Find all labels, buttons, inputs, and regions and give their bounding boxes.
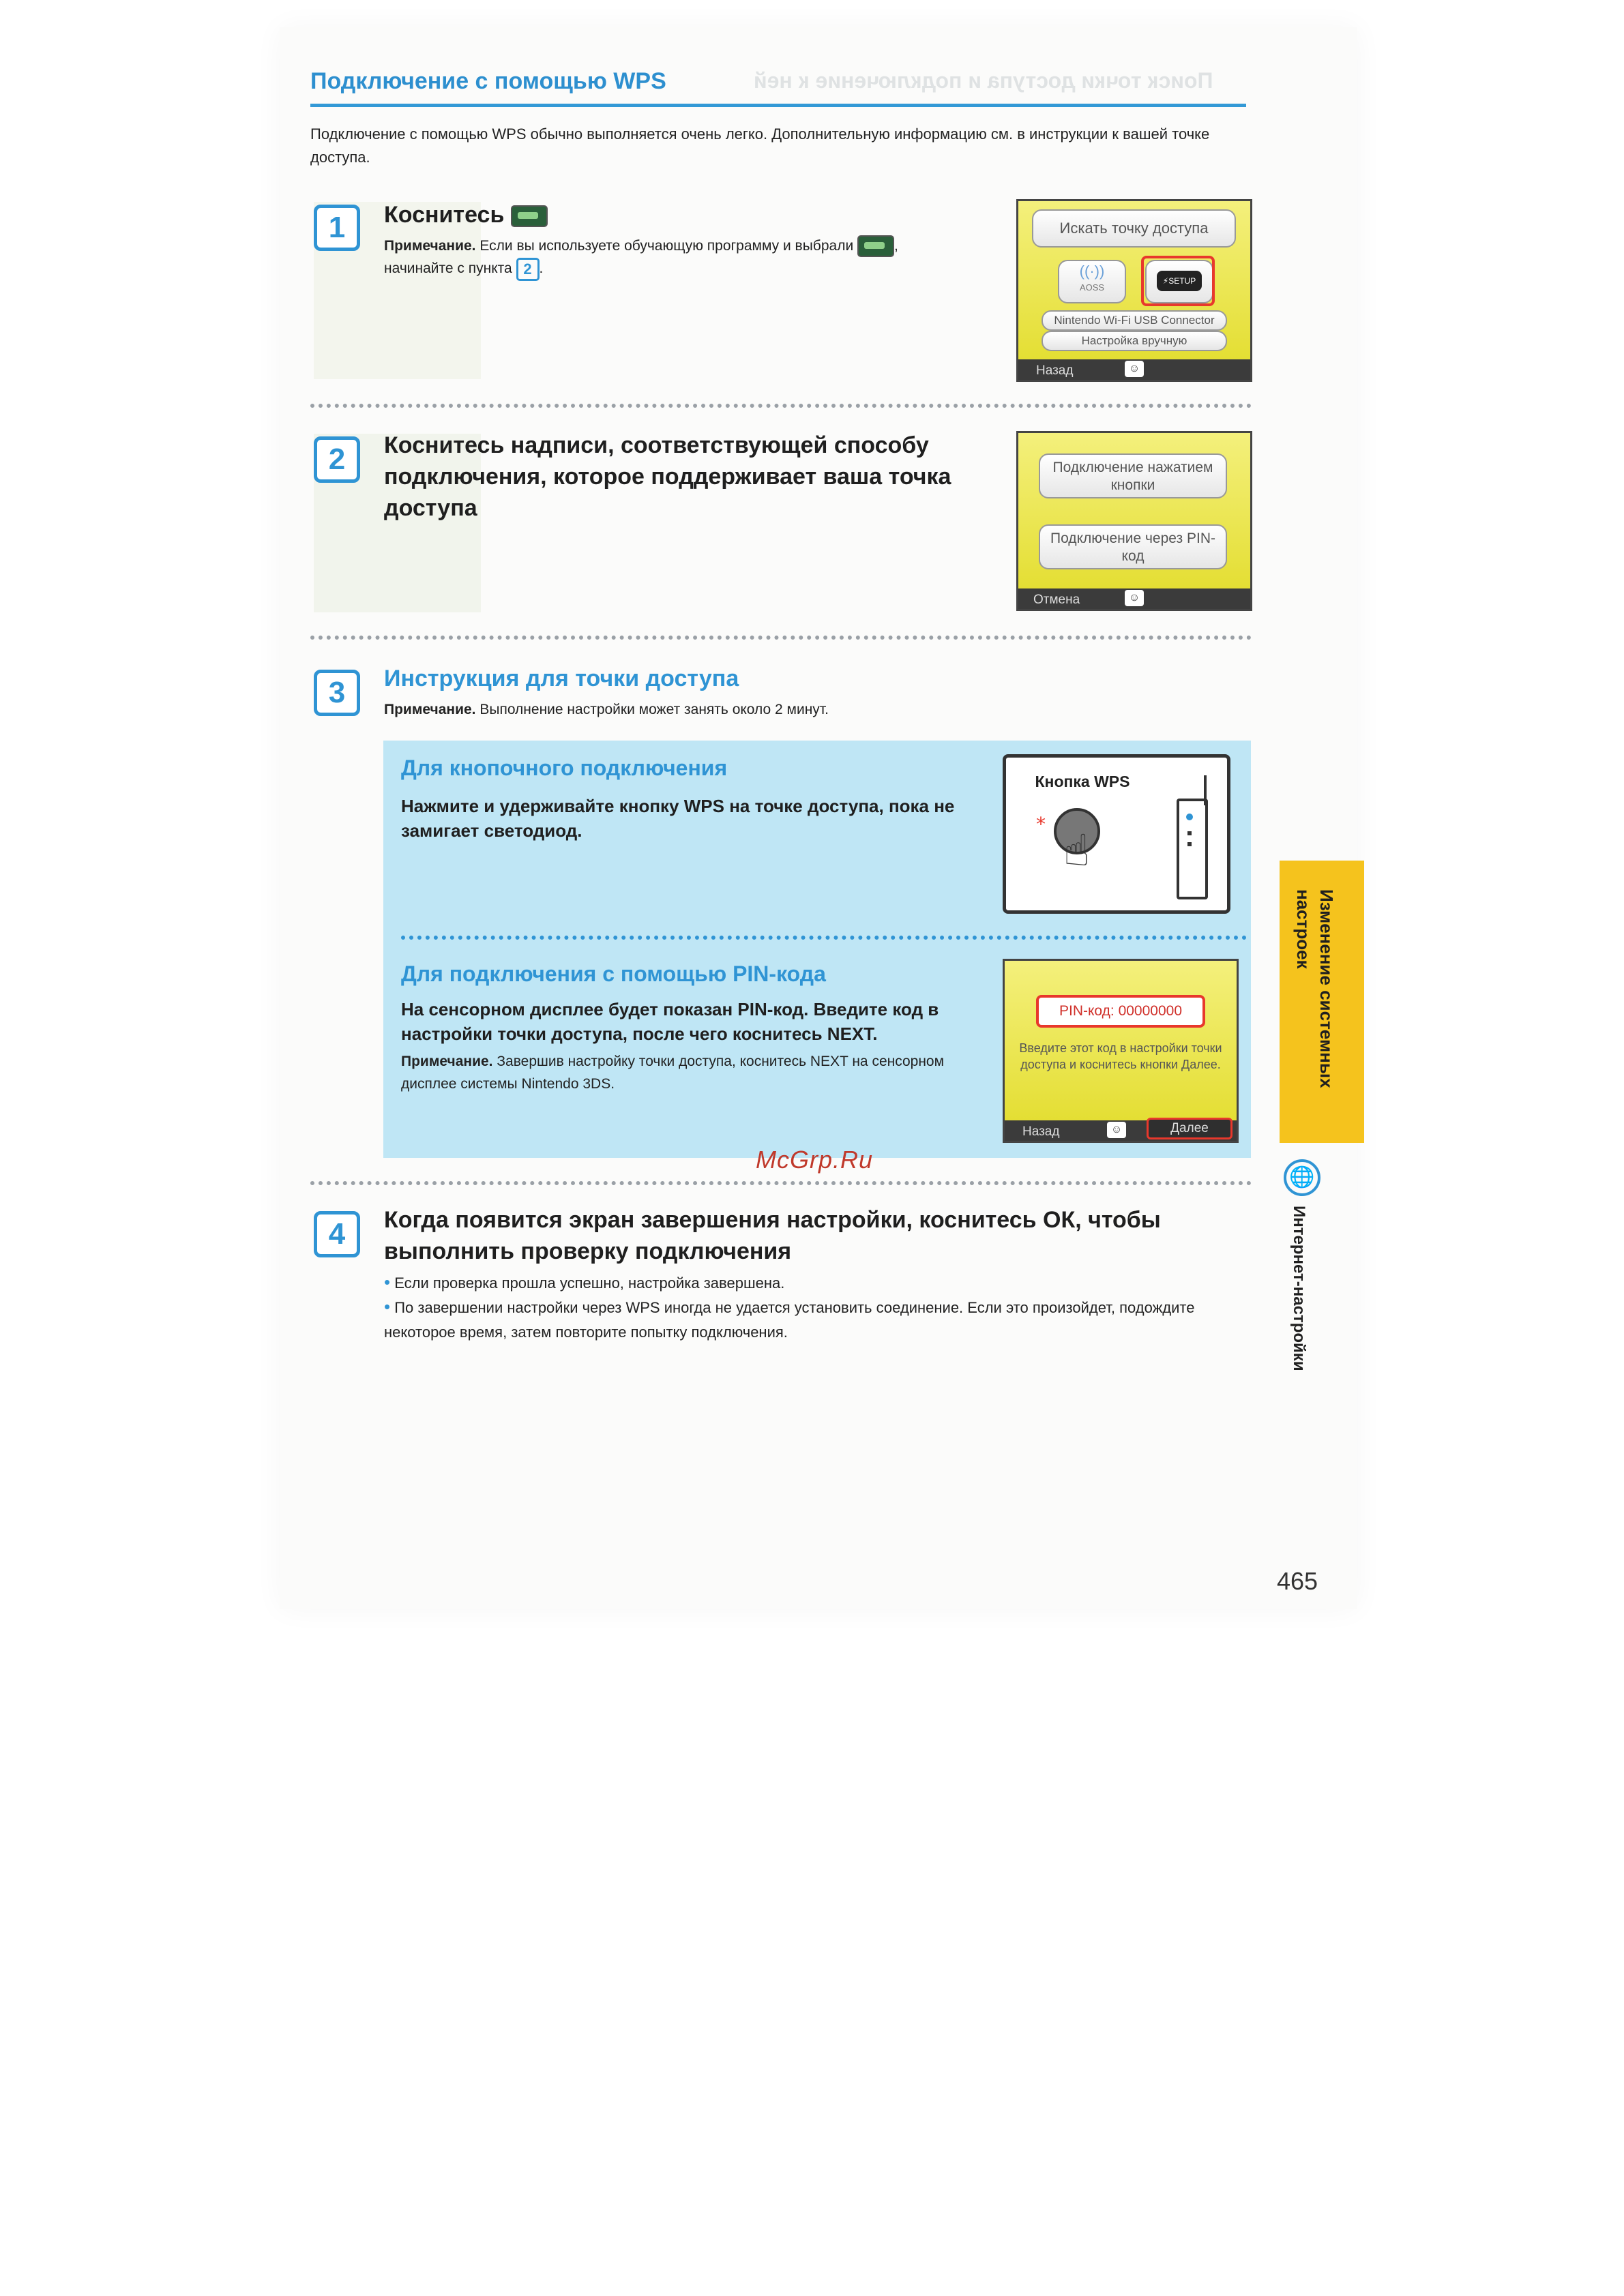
- pin-method-note-text: Завершив настройку точки доступа, коснитесь NEXT на сенсорном дисплее системы Nintendo 3DS.: [401, 1054, 945, 1092]
- help-face-icon[interactable]: ☺: [1125, 590, 1144, 606]
- push-method-title: Для кнопочного подключения: [401, 756, 728, 780]
- bottom-bar: [1005, 1120, 1237, 1141]
- wps-setup-label: SETUP: [1168, 276, 1196, 286]
- step-1-note: Примечание. Если вы используете обучающую программу и выбрали , начинайте с пункта 2 .: [384, 235, 998, 281]
- help-face-icon[interactable]: ☺: [1107, 1122, 1126, 1138]
- step-3-number: 3: [314, 670, 360, 716]
- subsection-label: Интернет-настройки: [1290, 1206, 1308, 1371]
- step-1-number: 1: [314, 205, 360, 251]
- dotted-divider: [310, 404, 1252, 408]
- step-3-note-label: Примечание.: [384, 702, 476, 717]
- dotted-divider: [310, 636, 1252, 640]
- step-4-bullet-text: По завершении настройки через WPS иногда не удается установить соединение. Если это произойдет, подождите некоторое время, затем повторите попытку подключения.: [384, 1299, 1195, 1341]
- help-face-icon[interactable]: ☺: [1125, 361, 1144, 377]
- next-button[interactable]: Далее: [1147, 1118, 1232, 1139]
- push-method-body: Нажмите и удерживайте кнопку WPS на точке доступа, пока не замигает светодиод.: [401, 796, 955, 841]
- bottom-bar: [1018, 359, 1250, 380]
- blink-mark-icon: ⁎: [1036, 807, 1046, 829]
- router-antenna-icon: [1204, 775, 1207, 805]
- ds-screen-pin-code: [1003, 959, 1239, 1143]
- ds-screen-setup-menu: [1016, 199, 1252, 382]
- chapter-tab[interactable]: [1280, 861, 1364, 1143]
- search-access-point-button[interactable]: Искать точку доступа: [1032, 209, 1236, 248]
- bullet-dot-icon: •: [384, 1272, 391, 1292]
- bleed-through-title: Поиск точки доступа и подключение к ней: [754, 68, 1213, 93]
- aoss-wave-icon: ((·)): [1079, 263, 1105, 280]
- dotted-divider: [401, 936, 1247, 940]
- step-4-bullet: [384, 1270, 1202, 1296]
- cancel-button[interactable]: Отмена: [1033, 593, 1080, 607]
- wps-button-illustration: [1003, 754, 1230, 914]
- page-number: 465: [1277, 1567, 1318, 1595]
- step-2-title: Коснитесь надписи, соответствующей способу подключения, которое поддерживает ваша точка доступа: [384, 432, 951, 521]
- ds-screen-connection-method: [1016, 431, 1252, 611]
- wps-button-label: Кнопка WPS: [1035, 773, 1130, 790]
- pin-method-note: [401, 1050, 994, 1095]
- step-1-title: [384, 199, 548, 230]
- back-button[interactable]: Назад: [1022, 1124, 1060, 1139]
- dotted-divider: [310, 1181, 1252, 1185]
- site-watermark: McGrp.Ru: [756, 1146, 874, 1174]
- network-settings-icon-small: [857, 235, 894, 257]
- section-divider: [310, 104, 1246, 107]
- router-port-icon: [1187, 831, 1192, 835]
- pressing-hand-icon: ☝: [1063, 826, 1090, 875]
- chapter-tab-label: Изменение системных настроек: [1293, 889, 1337, 1088]
- led-icon: [1186, 814, 1193, 820]
- router-port-icon: [1187, 842, 1192, 846]
- section-title: Подключение с помощью WPS: [310, 68, 666, 94]
- bullet-dot-icon: •: [384, 1296, 391, 1317]
- step-ref-2: 2: [516, 258, 540, 281]
- step-3-note: [384, 698, 829, 721]
- pin-connection-button[interactable]: Подключение через PIN-код: [1039, 524, 1227, 569]
- wps-setup-icon: ⚡SETUP: [1157, 271, 1202, 291]
- step-3-note-text: Выполнение настройки может занять около 2 минут.: [479, 702, 829, 717]
- step-4-bullet-text: Если проверка прошла успешно, настройка завершена.: [394, 1274, 785, 1292]
- aoss-button[interactable]: [1058, 260, 1126, 303]
- pin-method-note-label: Примечание.: [401, 1054, 493, 1069]
- pin-method-title: Для подключения с помощью PIN-кода: [401, 961, 826, 986]
- manual-setup-button[interactable]: Настройка вручную: [1042, 331, 1227, 351]
- aoss-label: AOSS: [1079, 282, 1105, 293]
- step-4-number: 4: [314, 1211, 360, 1257]
- highlight-frame: [1141, 256, 1215, 306]
- pin-code-display: PIN-код: 00000000: [1036, 995, 1205, 1028]
- router-icon: [1177, 799, 1208, 899]
- usb-connector-button[interactable]: Nintendo Wi-Fi USB Connector: [1042, 310, 1227, 331]
- step-1-title-text: Коснитесь: [384, 202, 505, 228]
- step-1-note-text2: начинайте с пункта: [384, 260, 512, 277]
- step-2-number: 2: [314, 436, 360, 483]
- back-button[interactable]: Назад: [1036, 363, 1074, 378]
- network-settings-icon: [511, 205, 548, 227]
- intro-text: Подключение с помощью WPS обычно выполняется очень легко. Дополнительную информацию см. в инструкции к вашей точке доступа.: [310, 125, 1210, 166]
- push-button-connection-button[interactable]: Подключение нажатием кнопки: [1039, 453, 1227, 498]
- step-3-title: Инструкция для точки доступа: [384, 666, 739, 691]
- bottom-bar: [1018, 588, 1250, 609]
- globe-icon: 🌐: [1284, 1159, 1320, 1196]
- step-1-note-text: Если вы используете обучающую программу и выбрали: [479, 238, 854, 254]
- step-4-bullet: [384, 1294, 1202, 1345]
- step-1-note-label: Примечание.: [384, 238, 476, 254]
- pin-method-body: На сенсорном дисплее будет показан PIN-код. Введите код в настройки точки доступа, после чего коснитесь NEXT.: [401, 999, 939, 1044]
- pin-instruction-text: Введите этот код в настройки точки доступа и коснитесь кнопки Далее.: [1019, 1041, 1222, 1071]
- step-4-title: Когда появится экран завершения настройки, коснитесь ОК, чтобы выполнить проверку подключения: [384, 1207, 1161, 1264]
